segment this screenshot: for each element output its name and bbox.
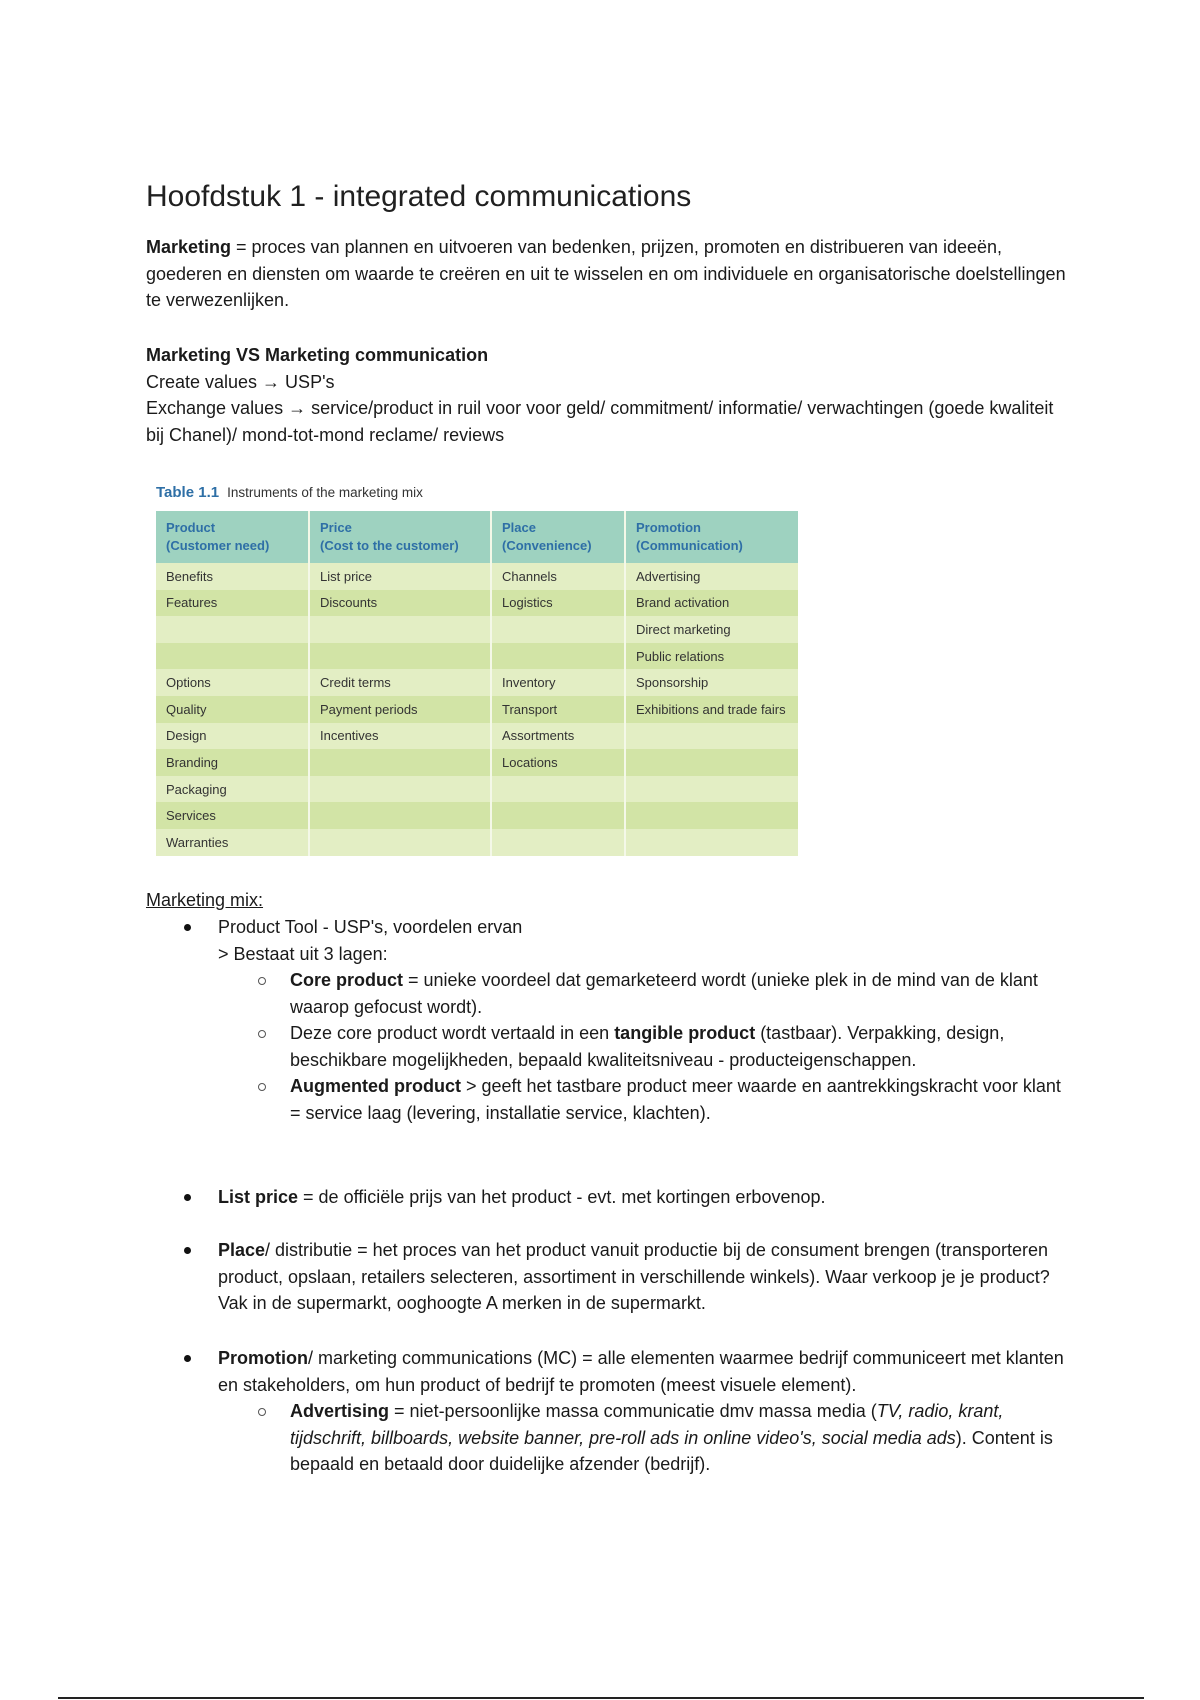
table-row (156, 643, 798, 670)
table-cell (309, 829, 491, 856)
marketing-definition (146, 234, 1066, 314)
table-row (156, 696, 798, 723)
table-row (156, 669, 798, 696)
tangible-post-text: (tastbaar). Verpakking, design, beschikbare mogelijkheden, bepaald kwaliteitsniveau - producteigenschappen. (290, 1023, 1005, 1070)
table-cell: Benefits (156, 563, 309, 590)
marketing-term: Marketing (146, 237, 232, 257)
price-block (146, 1184, 1066, 1211)
table-cell (309, 776, 491, 803)
marketing-vs-section (146, 342, 1066, 448)
table-number: Table 1.1 (156, 484, 220, 501)
sub-item-tangible-product (146, 1020, 1066, 1073)
marketing-mix-heading: Marketing mix: (146, 890, 264, 910)
table-cell: Channels (491, 563, 625, 590)
table-cell: Exhibitions and trade fairs (625, 696, 798, 723)
marketing-mix-table-figure (156, 484, 806, 856)
advertising-media-list: TV, radio, krant, tijdschrift, billboards, website banner, pre-roll ads in online video's, social media ads (290, 1401, 1004, 1448)
table-cell: Credit terms (309, 669, 491, 696)
table-cell: Warranties (156, 829, 309, 856)
table-cell: Sponsorship (625, 669, 798, 696)
table-header-cell: Place (Convenience) (491, 511, 625, 563)
table-cell (625, 829, 798, 856)
list-item-price (146, 1184, 1066, 1211)
table-cell: Logistics (491, 590, 625, 617)
table-cell (156, 616, 309, 643)
table-caption (156, 484, 806, 501)
augmented-product-text: > geeft het tastbare product meer waarde en aantrekkingskracht voor klant = service laag (levering, installatie service, klachten). (290, 1076, 1061, 1123)
create-values-line: Create values → USP's (146, 371, 335, 392)
advertising-post-text: ). Content is bepaald en betaald door duidelijke afzender (bedrijf). (290, 1427, 1053, 1474)
page-bottom-divider (58, 1697, 1144, 1699)
place-term: Place (218, 1240, 266, 1260)
product-block (146, 914, 1066, 1126)
table-cell: Payment periods (309, 696, 491, 723)
table-cell: Assortments (491, 723, 625, 750)
table-row (156, 776, 798, 803)
table-cell (625, 802, 798, 829)
table-row (156, 616, 798, 643)
exchange-values-line: Exchange values → service/product in ruil voor voor geld/ commitment/ informatie/ verwachtingen (goede kwaliteit bij Chanel)/ mond-tot-mond reclame/ reviews (146, 398, 1054, 445)
place-block (146, 1237, 1066, 1317)
tangible-pre-text: Deze core product wordt vertaald in een (290, 1023, 615, 1043)
sub-item-augmented-product (146, 1073, 1066, 1126)
table-row (156, 590, 798, 617)
table-cell (309, 643, 491, 670)
advertising-term: Advertising (290, 1401, 390, 1421)
table-cell (625, 723, 798, 750)
product-tool-line: Product Tool - USP's, voordelen ervan (218, 917, 523, 937)
list-item-promotion (146, 1345, 1066, 1398)
table-cell: Design (156, 723, 309, 750)
table-cell: Brand activation (625, 590, 798, 617)
table-caption-text: Instruments of the marketing mix (227, 485, 423, 500)
table-row (156, 802, 798, 829)
table-cell (309, 749, 491, 776)
table-cell (625, 749, 798, 776)
table-header-row (156, 511, 798, 563)
table-cell (156, 643, 309, 670)
list-price-text: = de officiële prijs van het product - evt. met kortingen erbovenop. (298, 1187, 826, 1207)
table-header-cell: Product (Customer need) (156, 511, 309, 563)
table-cell: Packaging (156, 776, 309, 803)
table-header-cell: Promotion (Communication) (625, 511, 798, 563)
table-cell (491, 802, 625, 829)
table-cell: Incentives (309, 723, 491, 750)
table-row (156, 723, 798, 750)
promotion-block (146, 1345, 1066, 1478)
core-product-term: Core product (290, 970, 404, 990)
marketing-vs-heading: Marketing VS Marketing communication (146, 345, 489, 365)
advertising-pre-text: = niet-persoonlijke massa communicatie dmv massa media ( (389, 1401, 877, 1421)
table-cell: Features (156, 590, 309, 617)
promotion-text: / marketing communications (MC) = alle elementen waarmee bedrijf communiceert met klanten en stakeholders, om hun product of bedrijf te promoten (meest visuele element). (218, 1348, 1064, 1395)
marketing-mix-table (156, 511, 798, 856)
marketing-definition-text: = proces van plannen en uitvoeren van bedenken, prijzen, promoten en distribueren van ideeën, goederen en diensten om waarde te creëren en uit te wisselen en om individuele en organisatorische doelstellingen te verwezenlijken. (146, 237, 1066, 310)
table-cell: Options (156, 669, 309, 696)
augmented-product-term: Augmented product (290, 1076, 461, 1096)
table-cell (625, 776, 798, 803)
table-cell: Transport (491, 696, 625, 723)
table-cell: Services (156, 802, 309, 829)
table-cell: Branding (156, 749, 309, 776)
table-cell (491, 643, 625, 670)
table-cell: Advertising (625, 563, 798, 590)
sub-item-core-product (146, 967, 1066, 1020)
table-header-cell: Price (Cost to the customer) (309, 511, 491, 563)
page-title: Hoofdstuk 1 - integrated communications (146, 180, 692, 213)
table-cell: Inventory (491, 669, 625, 696)
table-cell: Direct marketing (625, 616, 798, 643)
table-cell (491, 616, 625, 643)
product-layers-line: > Bestaat uit 3 lagen: (218, 943, 388, 964)
tangible-product-term: tangible product (614, 1023, 756, 1043)
table-cell: Locations (491, 749, 625, 776)
table-row (156, 563, 798, 590)
table-cell: List price (309, 563, 491, 590)
sub-item-advertising (146, 1398, 1066, 1478)
table-cell (491, 829, 625, 856)
list-price-term: List price (218, 1187, 299, 1207)
table-cell (491, 776, 625, 803)
table-row (156, 829, 798, 856)
table-cell (309, 616, 491, 643)
list-item-place (146, 1237, 1066, 1317)
table-cell: Public relations (625, 643, 798, 670)
place-text: / distributie = het proces van het product vanuit productie bij de consument brengen (transporteren product, opslaan, retailers selecteren, assortiment in verschillende winkels). Waar verkoop je je product? Vak in de supermarkt, ooghoogte A merken in de supermarkt. (218, 1240, 1050, 1313)
table-cell: Discounts (309, 590, 491, 617)
table-cell (309, 802, 491, 829)
core-product-text: = unieke voordeel dat gemarketeerd wordt (unieke plek in de mind van de klant waarop gefocust wordt). (290, 970, 1038, 1017)
list-item-product (146, 914, 1066, 967)
table-cell: Quality (156, 696, 309, 723)
table-row (156, 749, 798, 776)
promotion-term: Promotion (218, 1348, 308, 1368)
